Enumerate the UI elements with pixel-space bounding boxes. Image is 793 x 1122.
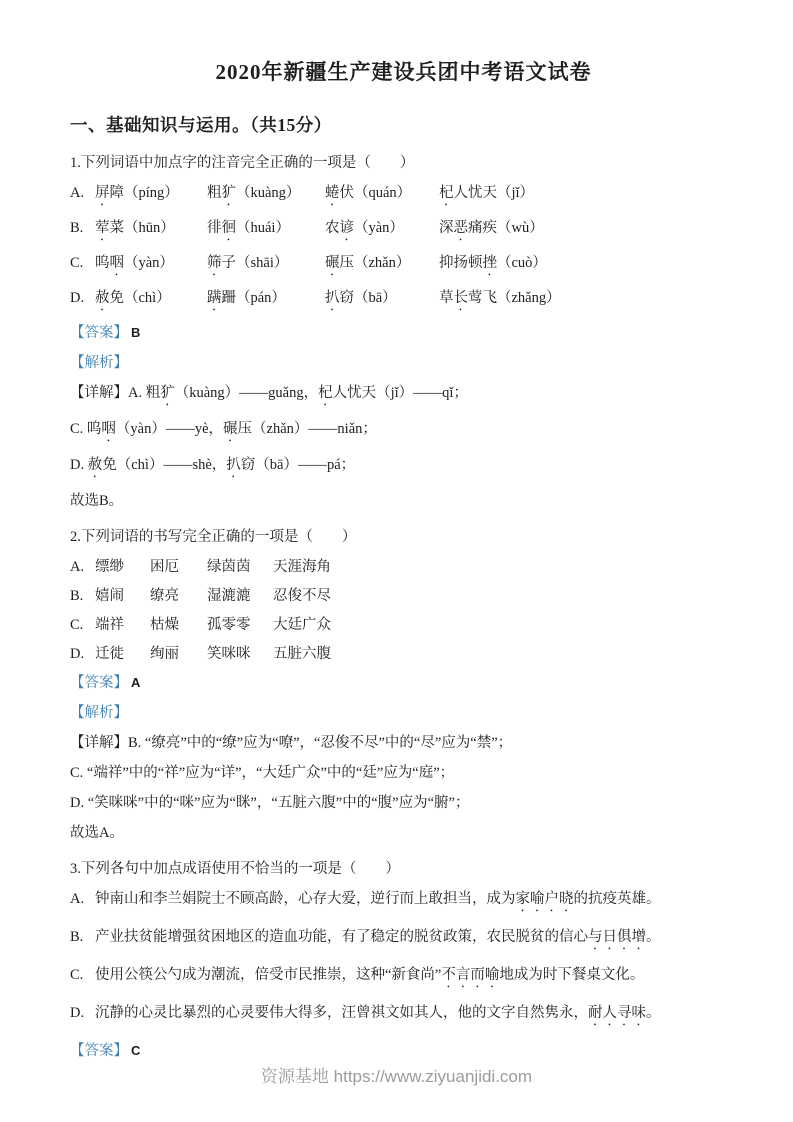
question-1-analysis [70,383,737,511]
option-row-A [70,557,737,577]
option-row-D [70,1003,737,1029]
option-row-C [70,253,737,279]
analysis-label: 【解析】 [70,355,128,371]
option-text: 枯燥 [150,617,179,633]
option-letter: B. [70,929,84,945]
option-text: 钟南山和李兰娟院士不顾高龄，心存大爱，逆行而上敢担当，成为家喻户晓的抗疫英雄。 [95,891,661,907]
option-row-C [70,965,737,991]
analysis-line: D. “笑咪咪”中的“咪”应为“眯”，“五脏六腹”中的“腹”应为“腑”； [70,795,470,811]
option-text: 呜咽（yàn） [95,255,174,271]
option-text: 忍俊不尽 [273,588,331,604]
option-text: 蹒跚（pán） [207,290,286,306]
question-3-options [70,889,737,1029]
option-row-C [70,615,737,635]
option-text: 湿漉漉 [207,588,251,604]
option-row-A [70,889,737,915]
option-text: 草长莺飞（zhǎng） [439,290,561,306]
option-text: 沉静的心灵比暴烈的心灵要伟大得多，汪曾祺文如其人，他的文字自然隽永，耐人寻味。 [95,1005,661,1021]
option-text: 赦免（chì） [95,290,171,306]
analysis-line: C. “端祥”中的“祥”应为“详”，“大廷广众”中的“廷”应为“庭”； [70,765,455,781]
analysis-line: C. 呜咽（yàn）——yè，碾压（zhǎn）——niǎn； [70,421,377,437]
question-1-answer-line [70,323,737,343]
option-text: 绚丽 [150,646,179,662]
option-text: 杞人忧天（jǐ） [439,185,535,201]
question-3-answer-line [70,1041,737,1061]
analysis-line: D. 赦免（chì）——shè，扒窃（bā）——pá； [70,457,356,473]
option-letter: D. [70,290,85,306]
option-text: 迁徙 [95,646,124,662]
option-text: 使用公筷公勺成为潮流，倍受市民推崇，这种“新食尚”不言而喻地成为时下餐桌文化。 [95,967,645,983]
option-text: 屏障（píng） [95,185,179,201]
option-text: 产业扶贫能增强贫困地区的造血功能，有了稳定的脱贫政策，农民脱贫的信心与日俱增。 [95,929,661,945]
option-row-D [70,288,737,314]
question-2-options [70,557,737,664]
option-letter: A. [70,185,85,201]
option-text: 粗犷（kuàng） [207,185,301,201]
question-1-stem: 1.下列词语中加点字的注音完全正确的一项是（ ） [70,155,415,171]
section-heading: 一、基础知识与运用。（共15分） [70,115,332,135]
option-row-A [70,183,737,209]
question-block-2 [70,527,737,843]
footer-watermark [0,1062,793,1087]
option-letter: D. [70,1005,85,1021]
option-letter: A. [70,559,85,575]
question-3-stem: 3.下列各句中加点成语使用不恰当的一项是（ ） [70,861,400,877]
option-row-D [70,644,737,664]
option-text: 碾压（zhǎn） [325,255,411,271]
option-text: 嬉闹 [95,588,124,604]
option-text: 荤菜（hūn） [95,220,175,236]
option-letter: B. [70,220,84,236]
analysis-line: 【详解】B. “缭亮”中的“缭”应为“嘹”，“忍俊不尽”中的“尽”应为“禁”； [70,735,513,751]
option-text: 筛子（shāi） [207,255,289,271]
analysis-line: 故选A。 [70,825,124,841]
option-row-B [70,586,737,606]
option-text: 抑扬顿挫（cuò） [439,255,547,271]
option-text: 徘徊（huái） [207,220,290,236]
answer-label: 【答案】 [70,325,128,341]
option-text: 缭亮 [150,588,179,604]
option-text: 农谚（yàn） [325,220,404,236]
option-letter: B. [70,588,84,604]
analysis-line: 故选B。 [70,493,124,509]
answer-value: B [131,325,141,340]
answer-label: 【答案】 [70,675,128,691]
option-text: 缥缈 [95,559,124,575]
question-2-stem: 2.下列词语的书写完全正确的一项是（ ） [70,529,357,545]
option-text: 深恶痛疾（wù） [439,220,544,236]
question-block-3 [70,859,737,1061]
option-row-B [70,927,737,953]
question-block-1 [70,153,737,511]
option-text: 大廷广众 [273,617,331,633]
footer-text: 资源基地 https://www.ziyuanjidi.com [260,1067,533,1086]
option-letter: C. [70,255,84,271]
analysis-label: 【解析】 [70,705,128,721]
page-title: 2020年新疆生产建设兵团中考语文试卷 [215,60,592,84]
answer-value: A [131,675,141,690]
analysis-line: 【详解】A. 粗犷（kuàng）——guǎng，杞人忧天（jǐ）——qǐ； [70,385,468,401]
answer-value: C [131,1043,141,1058]
option-letter: C. [70,617,84,633]
question-2-analysis [70,733,737,843]
question-2-answer-line [70,673,737,693]
option-text: 孤零零 [207,617,251,633]
option-letter: C. [70,967,84,983]
option-text: 五脏六腹 [273,646,331,662]
option-letter: A. [70,891,85,907]
option-text: 蜷伏（quán） [325,185,412,201]
option-letter: D. [70,646,85,662]
question-1-options [70,183,737,314]
option-text: 笑咪咪 [207,646,251,662]
option-text: 天涯海角 [273,559,331,575]
option-row-B [70,218,737,244]
option-text: 困厄 [150,559,179,575]
option-text: 扒窃（bā） [325,290,397,306]
answer-label: 【答案】 [70,1043,128,1059]
option-text: 绿茵茵 [207,559,251,575]
option-text: 端祥 [95,617,124,633]
